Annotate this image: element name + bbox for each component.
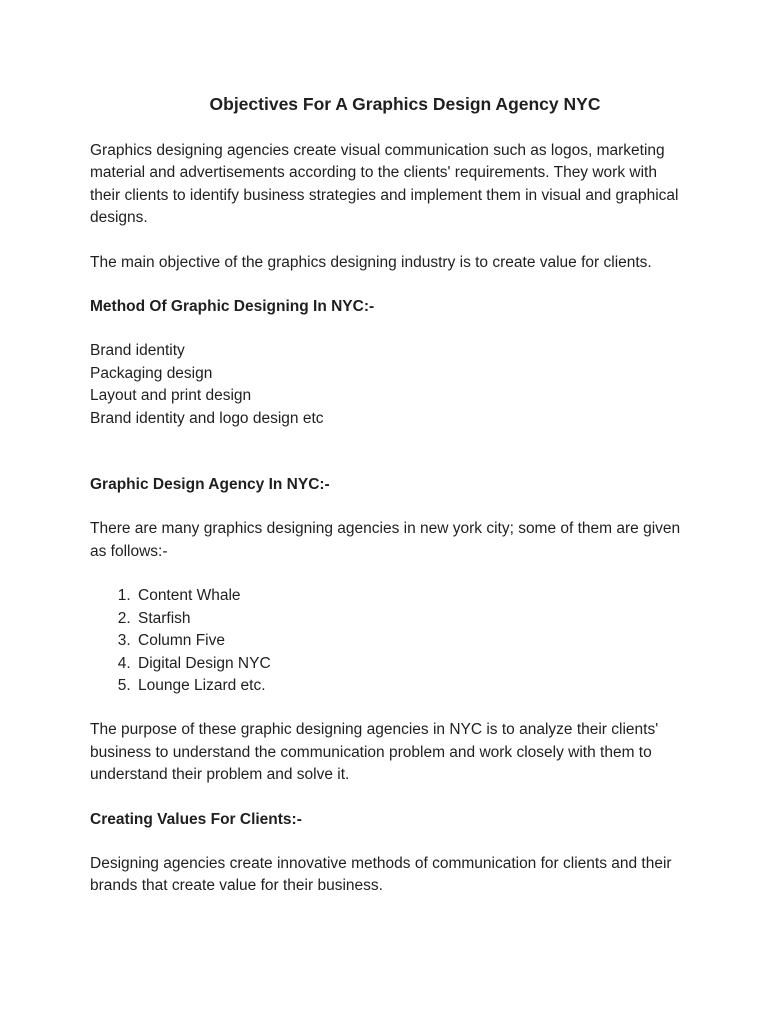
values-heading: Creating Values For Clients:-	[90, 810, 302, 828]
method-list-item: Brand identity	[90, 342, 185, 360]
method-heading: Method Of Graphic Designing In NYC:-	[90, 298, 375, 316]
agency-list-item: 4. Digital Design NYC	[135, 653, 690, 675]
agency-list-item: 1. Content Whale	[135, 585, 690, 607]
document-page	[90, 92, 690, 920]
agency-list-item: 3. Column Five	[135, 630, 690, 652]
agency-list-item: 2. Starfish	[135, 608, 690, 630]
agency-list-item: 5. Lounge Lizard etc.	[135, 675, 690, 697]
method-list-item: Layout and print design	[90, 387, 252, 405]
agency-heading: Graphic Design Agency In NYC:-	[90, 476, 330, 494]
method-list-item: Packaging design	[90, 364, 213, 382]
objective-paragraph: The main objective of the graphics designing industry is to create value for clients.	[90, 253, 652, 271]
method-list-item: Brand identity and logo design etc	[90, 409, 324, 427]
method-list	[90, 340, 690, 430]
agency-list	[90, 585, 690, 697]
intro-paragraph: Graphics designing agencies create visual communication such as logos, marketing material and advertisements according to the clients' requirements. They work with their clients to identify business strategies and implement them in visual and graphical designs.	[90, 142, 679, 227]
purpose-paragraph: The purpose of these graphic designing agencies in NYC is to analyze their clients' business to understand the communication problem and work closely with them to understand their problem and solve it.	[90, 721, 659, 784]
document-title: Objectives For A Graphics Design Agency NYC	[209, 94, 601, 114]
values-paragraph: Designing agencies create innovative methods of communication for clients and their brands that create value for their business.	[90, 854, 672, 895]
agency-paragraph: There are many graphics designing agencies in new york city; some of them are given as follows:-	[90, 520, 681, 560]
